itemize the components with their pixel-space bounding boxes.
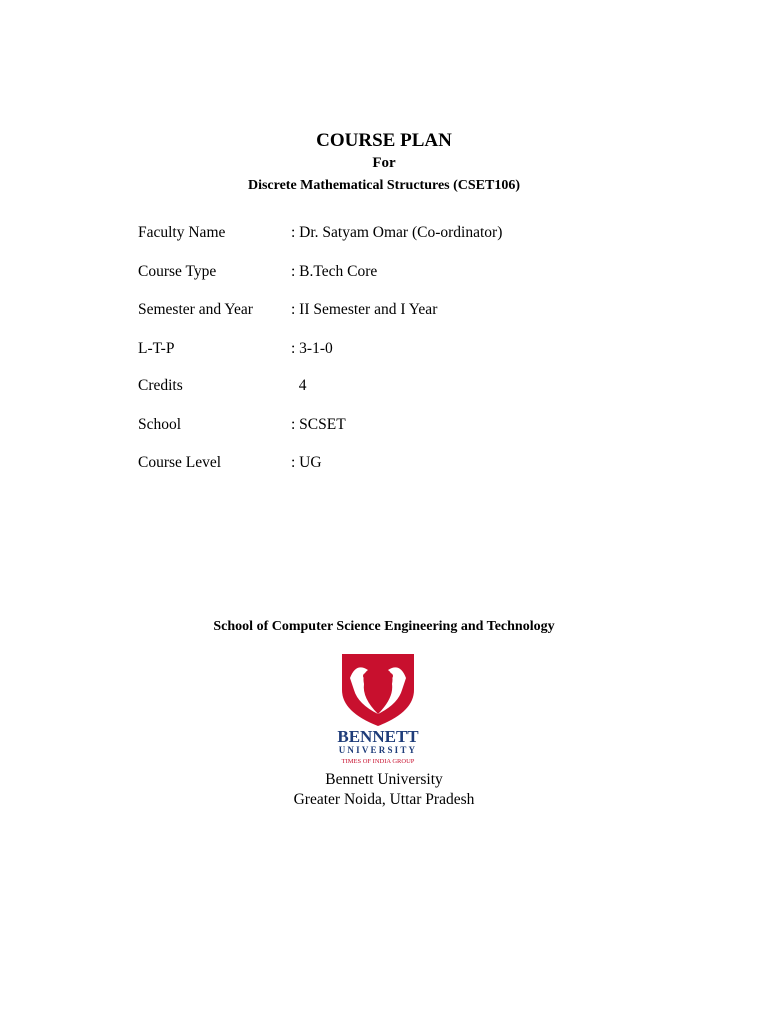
detail-value: : UG (291, 454, 322, 471)
for-label: For (372, 155, 396, 171)
detail-label: Course Level (138, 454, 222, 471)
detail-value: 4 (291, 377, 307, 394)
detail-value: : Dr. Satyam Omar (Co-ordinator) (291, 224, 503, 241)
logo-tagline: TIMES OF INDIA GROUP (341, 758, 415, 765)
university-logo (332, 650, 424, 770)
detail-label: Semester and Year (138, 301, 253, 318)
detail-label: Course Type (138, 263, 217, 280)
detail-label: School (138, 416, 182, 433)
detail-label: L-T-P (138, 340, 175, 357)
page-title: COURSE PLAN (316, 130, 452, 151)
detail-value: : II Semester and I Year (291, 301, 438, 318)
logo-sub: UNIVERSITY (338, 745, 418, 755)
shield-icon (342, 654, 414, 726)
detail-value: : 3-1-0 (291, 340, 333, 357)
course-name: Discrete Mathematical Structures (CSET106) (247, 178, 521, 193)
logo-name: BENNETT (337, 727, 419, 746)
detail-value: : B.Tech Core (291, 263, 378, 280)
school-full-name: School of Computer Science Engineering and Technology (213, 619, 555, 634)
detail-label: Faculty Name (138, 224, 226, 241)
university-name: Bennett University (325, 771, 443, 788)
detail-value: : SCSET (291, 416, 346, 433)
detail-label: Credits (138, 377, 183, 394)
university-location: Greater Noida, Uttar Pradesh (293, 791, 475, 808)
